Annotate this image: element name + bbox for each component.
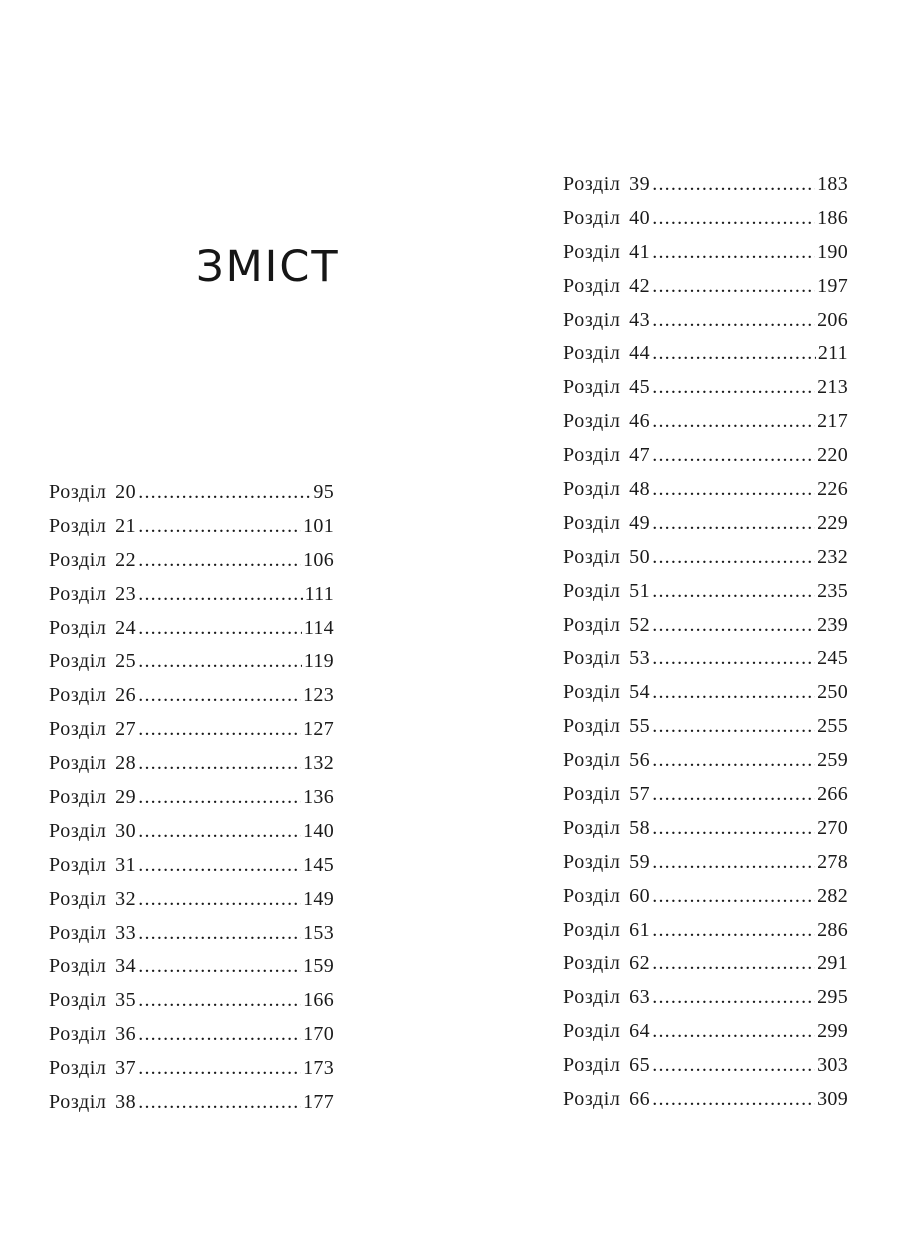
toc-entry	[49, 614, 334, 648]
toc-entry	[563, 272, 848, 306]
toc-entry	[563, 407, 848, 441]
dot-leader	[652, 407, 815, 435]
page-number: 140	[303, 819, 334, 842]
dot-leader	[652, 712, 815, 740]
toc-entry	[49, 986, 334, 1020]
page-number: 173	[303, 1057, 334, 1080]
toc-entry	[49, 919, 334, 953]
chapter-label: Розділ 32	[49, 887, 137, 910]
dot-leader	[138, 783, 301, 811]
toc-entry	[563, 373, 848, 407]
toc-entry	[49, 817, 334, 851]
chapter-label: Розділ 31	[49, 853, 137, 876]
page-number: 190	[817, 240, 848, 263]
toc-entry	[49, 1020, 334, 1054]
dot-leader	[652, 509, 815, 537]
page-number: 270	[817, 816, 848, 839]
toc-entry	[49, 647, 334, 681]
page-number: 299	[817, 1020, 848, 1043]
dot-leader	[652, 238, 815, 266]
toc-entry	[563, 712, 848, 746]
page-number: 291	[817, 952, 848, 975]
dot-leader	[138, 851, 301, 879]
page-number: 127	[303, 718, 334, 741]
dot-leader	[138, 546, 301, 574]
chapter-label: Розділ 64	[563, 1020, 651, 1043]
dot-leader	[138, 919, 301, 947]
toc-entry	[49, 546, 334, 580]
toc-entry	[49, 478, 334, 512]
toc-entry	[563, 577, 848, 611]
toc-entry	[563, 509, 848, 543]
chapter-label: Розділ 40	[563, 206, 651, 229]
toc-entry	[563, 1085, 848, 1119]
toc-entry	[563, 475, 848, 509]
dot-leader	[652, 644, 815, 672]
page-number: 255	[817, 715, 848, 738]
dot-leader	[138, 614, 302, 642]
chapter-label: Розділ 36	[49, 1023, 137, 1046]
toc-entry	[563, 238, 848, 272]
dot-leader	[652, 543, 815, 571]
dot-leader	[138, 1088, 301, 1116]
toc-entry	[49, 1088, 334, 1122]
chapter-label: Розділ 61	[563, 918, 651, 941]
chapter-label: Розділ 59	[563, 850, 651, 873]
page-number: 153	[303, 921, 334, 944]
dot-leader	[138, 512, 301, 540]
dot-leader	[652, 882, 815, 910]
page-number: 159	[303, 955, 334, 978]
page-number: 149	[303, 887, 334, 910]
page-number: 229	[817, 511, 848, 534]
dot-leader	[652, 204, 815, 232]
toc-entry	[49, 851, 334, 885]
chapter-label: Розділ 30	[49, 819, 137, 842]
chapter-label: Розділ 34	[49, 955, 137, 978]
dot-leader	[652, 780, 815, 808]
dot-leader	[652, 339, 816, 367]
page-number: 186	[817, 206, 848, 229]
chapter-label: Розділ 21	[49, 514, 137, 537]
page-number: 303	[817, 1054, 848, 1077]
dot-leader	[138, 817, 301, 845]
chapter-label: Розділ 42	[563, 274, 651, 297]
dot-leader	[652, 170, 815, 198]
toc-entry	[563, 644, 848, 678]
dot-leader	[652, 983, 815, 1011]
chapter-label: Розділ 60	[563, 884, 651, 907]
toc-entry	[563, 916, 848, 950]
toc-entry	[563, 746, 848, 780]
chapter-label: Розділ 47	[563, 444, 651, 467]
dot-leader	[138, 749, 301, 777]
page-number: 239	[817, 613, 848, 636]
chapter-label: Розділ 29	[49, 786, 137, 809]
chapter-label: Розділ 37	[49, 1057, 137, 1080]
page-number: 123	[303, 684, 334, 707]
chapter-label: Розділ 27	[49, 718, 137, 741]
page-number: 101	[303, 514, 334, 537]
page-number: 177	[303, 1091, 334, 1114]
dot-leader	[652, 577, 815, 605]
chapter-label: Розділ 33	[49, 921, 137, 944]
chapter-label: Розділ 48	[563, 478, 651, 501]
toc-entry	[563, 949, 848, 983]
dot-leader	[138, 681, 301, 709]
dot-leader	[652, 1085, 815, 1113]
chapter-label: Розділ 52	[563, 613, 651, 636]
toc-entry	[563, 983, 848, 1017]
chapter-label: Розділ 54	[563, 681, 651, 704]
page-number: 220	[817, 444, 848, 467]
chapter-label: Розділ 57	[563, 783, 651, 806]
dot-leader	[652, 916, 815, 944]
chapter-label: Розділ 62	[563, 952, 651, 975]
page-number: 114	[303, 616, 334, 639]
chapter-label: Розділ 53	[563, 647, 651, 670]
page-number: 213	[817, 376, 848, 399]
dot-leader	[652, 611, 815, 639]
page-number: 282	[817, 884, 848, 907]
toc-entry	[563, 306, 848, 340]
toc-entry	[563, 678, 848, 712]
page-number: 166	[303, 989, 334, 1012]
chapter-label: Розділ 50	[563, 545, 651, 568]
page-number: 250	[817, 681, 848, 704]
page-number: 266	[817, 783, 848, 806]
page-number: 217	[817, 410, 848, 433]
page-number: 197	[817, 274, 848, 297]
page-number: 309	[817, 1088, 848, 1111]
page-number: 106	[303, 548, 334, 571]
toc-entry	[49, 715, 334, 749]
chapter-label: Розділ 65	[563, 1054, 651, 1077]
toc-entry	[563, 780, 848, 814]
toc-entry	[563, 882, 848, 916]
dot-leader	[138, 885, 301, 913]
toc-entry	[563, 1017, 848, 1051]
chapter-label: Розділ 63	[563, 986, 651, 1009]
chapter-label: Розділ 25	[49, 650, 137, 673]
page-number: 95	[313, 481, 334, 503]
page-number: 286	[817, 918, 848, 941]
page-number: 119	[303, 650, 334, 673]
chapter-label: Розділ 20	[49, 481, 137, 503]
toc-entry	[563, 814, 848, 848]
dot-leader	[652, 746, 815, 774]
page-number: 211	[817, 342, 848, 365]
page-number: 245	[817, 647, 848, 670]
toc-entry	[563, 339, 848, 373]
toc-entry	[563, 1051, 848, 1085]
chapter-label: Розділ 35	[49, 989, 137, 1012]
page-number: 111	[304, 582, 334, 605]
dot-leader	[652, 272, 815, 300]
chapter-label: Розділ 23	[49, 582, 137, 605]
toc-entry	[49, 783, 334, 817]
page-number: 235	[817, 579, 848, 602]
toc-entry	[49, 952, 334, 986]
page-number: 295	[817, 986, 848, 1009]
page-number: 259	[817, 749, 848, 772]
chapter-label: Розділ 66	[563, 1088, 651, 1111]
toc-entry	[49, 749, 334, 783]
dot-leader	[652, 441, 815, 469]
dot-leader	[138, 478, 311, 506]
dot-leader	[138, 1020, 301, 1048]
chapter-label: Розділ 43	[563, 308, 651, 331]
chapter-label: Розділ 26	[49, 684, 137, 707]
dot-leader	[138, 647, 302, 675]
dot-leader	[652, 678, 815, 706]
toc-entry	[49, 512, 334, 546]
dot-leader	[652, 1051, 815, 1079]
chapter-label: Розділ 24	[49, 616, 137, 639]
toc-entry	[563, 848, 848, 882]
page-number: 132	[303, 752, 334, 775]
chapter-label: Розділ 55	[563, 715, 651, 738]
dot-leader	[138, 715, 301, 743]
dot-leader	[652, 1017, 815, 1045]
dot-leader	[652, 814, 815, 842]
dot-leader	[138, 580, 302, 608]
toc-entry	[49, 885, 334, 919]
chapter-label: Розділ 58	[563, 816, 651, 839]
page-title: ЗМІСТ	[196, 242, 340, 292]
dot-leader	[652, 848, 815, 876]
chapter-label: Розділ 38	[49, 1091, 137, 1114]
page-number: 170	[303, 1023, 334, 1046]
chapter-label: Розділ 49	[563, 511, 651, 534]
dot-leader	[138, 952, 301, 980]
toc-entry	[49, 1054, 334, 1088]
chapter-label: Розділ 56	[563, 749, 651, 772]
chapter-label: Розділ 45	[563, 376, 651, 399]
page-number: 145	[303, 853, 334, 876]
dot-leader	[138, 1054, 301, 1082]
dot-leader	[652, 373, 815, 401]
chapter-label: Розділ 51	[563, 579, 651, 602]
chapter-label: Розділ 44	[563, 342, 651, 365]
chapter-label: Розділ 41	[563, 240, 651, 263]
page-number: 206	[817, 308, 848, 331]
toc-entry	[563, 543, 848, 577]
toc-entry	[49, 580, 334, 614]
toc-entry	[563, 441, 848, 475]
toc-left-column	[49, 478, 334, 1122]
dot-leader	[138, 986, 301, 1014]
page-number: 183	[817, 173, 848, 195]
page-number: 136	[303, 786, 334, 809]
dot-leader	[652, 949, 815, 977]
dot-leader	[652, 475, 815, 503]
chapter-label: Розділ 22	[49, 548, 137, 571]
toc-entry	[563, 204, 848, 238]
page-number: 226	[817, 478, 848, 501]
page-number: 278	[817, 850, 848, 873]
chapter-label: Розділ 46	[563, 410, 651, 433]
chapter-label: Розділ 39	[563, 173, 651, 195]
toc-entry	[563, 170, 848, 204]
chapter-label: Розділ 28	[49, 752, 137, 775]
toc-entry	[49, 681, 334, 715]
dot-leader	[652, 306, 815, 334]
page-number: 232	[817, 545, 848, 568]
toc-right-column	[563, 170, 848, 1119]
toc-entry	[563, 611, 848, 645]
